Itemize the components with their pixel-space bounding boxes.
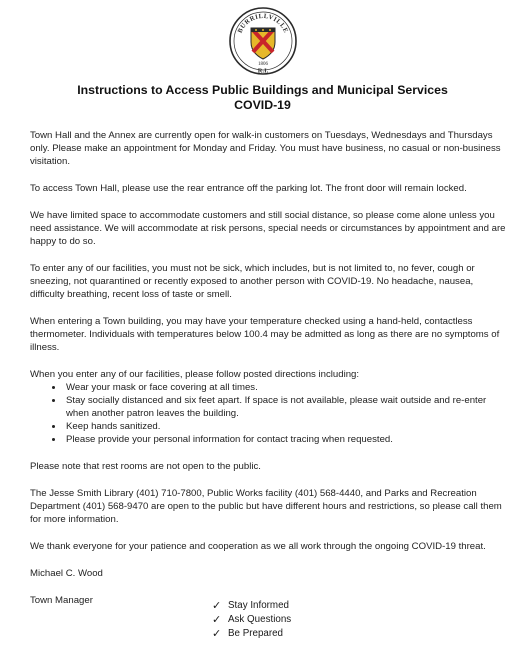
paragraph-other-facilities: The Jesse Smith Library (401) 710-7800, Public Works facility (401) 568-4440, and Parks and Recreation Department (401) 568-9470 are open to the public but have different hours and restrictions, so please call them for more information. <box>30 488 502 525</box>
checklist-label: Be Prepared <box>228 628 284 639</box>
paragraph-capacity: We have limited space to accommodate customers and still social distance, so please come alone unless you need assistance. We will accommodate at risk persons, special needs or circumstances by appointment and are happy to do so. <box>30 210 506 247</box>
svg-text:1806: 1806 <box>258 62 268 67</box>
paragraph-temperature: When entering a Town building, you may have your temperature checked using a hand-held, contactless thermometer. Individuals with temperatures below 100.4 may be admitted as long as there are no symptoms of illness. <box>30 316 500 353</box>
list-item: • Wear your mask or face covering at all times. <box>64 381 508 394</box>
checkmark-icon: ✓ <box>212 614 222 626</box>
document-title: Instructions to Access Public Buildings and Municipal Services <box>77 83 448 97</box>
paragraph-thanks: We thank everyone for your patience and cooperation as we all work through the ongoing COVID-19 threat. <box>30 541 486 552</box>
signature-name: Michael C. Wood <box>30 568 103 579</box>
svg-text:BURRILLVILLE: BURRILLVILLE <box>236 12 290 35</box>
list-item: • Please provide your personal information for contact tracing when requested. <box>64 433 508 446</box>
paragraph-entrance: To access Town Hall, please use the rear entrance off the parking lot. The front door will remain locked. <box>30 183 467 194</box>
signature-title: Town Manager <box>30 595 93 606</box>
paragraph-health-requirements: To enter any of our facilities, you must not be sick, which includes, but is not limited to, no fever, cough or sneezing, not quarantined or recently exposed to another person with COVID-19. No headache, nausea, difficulty breathing, recent loss of taste or smell. <box>30 263 475 300</box>
directions-list <box>30 381 508 446</box>
town-seal-logo <box>228 6 298 76</box>
checklist-item <box>212 627 291 641</box>
checklist-item <box>212 599 291 613</box>
paragraph-restrooms: Please note that rest rooms are not open to the public. <box>30 461 261 472</box>
document-subtitle: COVID-19 <box>234 98 291 112</box>
paragraph-directions-intro: When you enter any of our facilities, please follow posted directions including: <box>30 369 360 380</box>
checkmark-icon: ✓ <box>212 600 222 612</box>
checklist-label: Ask Questions <box>228 614 292 625</box>
document-body <box>30 129 508 621</box>
checkmark-icon: ✓ <box>212 628 222 640</box>
checklist-item <box>212 613 291 627</box>
paragraph-hours: Town Hall and the Annex are currently open for walk-in customers on Tuesdays, Wednesdays and Thursdays only. Please make an appointment for Monday and Friday. You must have business, no casual or non-business visitation. <box>30 130 501 167</box>
list-item: • Stay socially distanced and six feet apart. If space is not available, please wait outside and re-enter when another patron leaves the building. <box>64 394 508 420</box>
list-item: • Keep hands sanitized. <box>64 420 508 433</box>
svg-text:R.I.: R.I. <box>257 67 269 75</box>
checklist-label: Stay Informed <box>228 600 289 611</box>
closing-checklist <box>212 599 291 641</box>
